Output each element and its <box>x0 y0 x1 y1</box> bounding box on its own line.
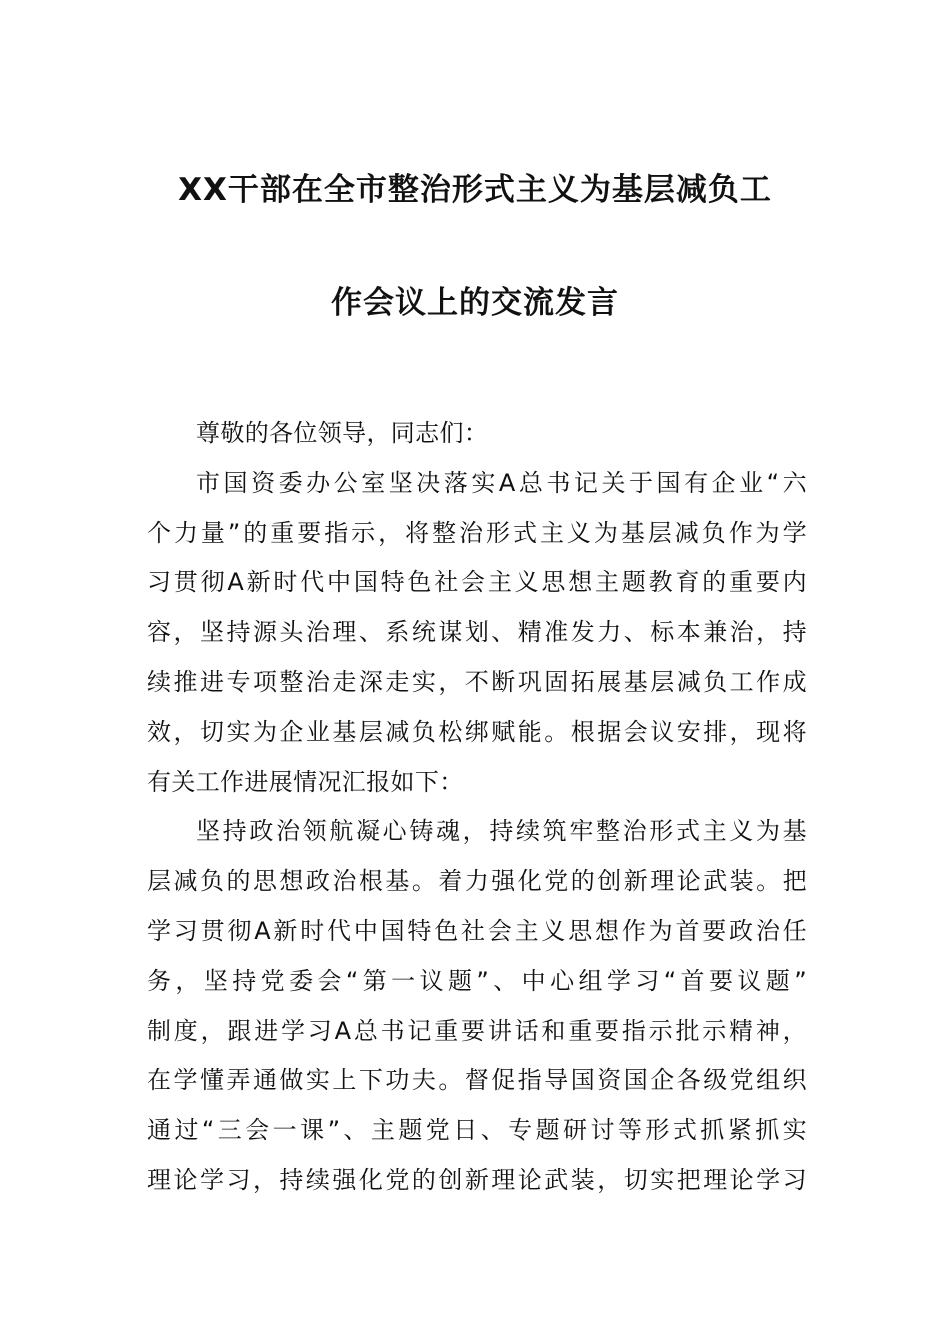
paragraph-line: 坚持政治领航凝心铸魂，持续筑牢整治形式主义为基 <box>196 817 807 846</box>
paragraph-line: 效，切实为企业基层减负松绑赋能。根据会议安排，现将 <box>147 717 807 746</box>
document-body <box>147 413 807 1210</box>
paragraph-line: 通过“三会一课”、主题党日、专题研讨等形式抓紧抓实 <box>147 1116 807 1145</box>
paragraph-line: 层减负的思想政治根基。着力强化党的创新理论武装。把 <box>147 867 807 896</box>
paragraph-line: 有关工作进展情况汇报如下： <box>147 767 464 796</box>
paragraph-line: 续推进专项整治走深走实，不断巩固拓展基层减负工作成 <box>147 667 807 696</box>
paragraph-line: 尊敬的各位领导，同志们： <box>196 419 489 447</box>
paragraph-line: 制度，跟进学习A总书记重要讲话和重要指示批示精神， <box>147 1016 807 1045</box>
paragraph-line: 学习贯彻A新时代中国特色社会主义思想作为首要政治任 <box>147 916 807 945</box>
paragraph-line: 习贯彻A新时代中国特色社会主义思想主题教育的重要内 <box>147 568 807 597</box>
document-title-line-2: 作会议上的交流发言 <box>331 285 619 321</box>
paragraph-line: 理论学习，持续强化党的创新理论武装，切实把理论学习 <box>147 1165 807 1194</box>
document-title-line-1: XX干部在全市整治形式主义为基层减负工 <box>178 172 772 208</box>
paragraph-line: 务，坚持党委会“第一议题”、中心组学习“首要议题” <box>147 966 807 995</box>
paragraph-line: 市国资委办公室坚决落实A总书记关于国有企业“六 <box>196 468 807 497</box>
paragraph-line: 在学懂弄通做实上下功夫。督促指导国资国企各级党组织 <box>147 1066 807 1095</box>
paragraph-line: 个力量”的重要指示，将整治形式主义为基层减负作为学 <box>147 518 807 547</box>
paragraph-line: 容，坚持源头治理、系统谋划、精准发力、标本兼治，持 <box>147 618 807 647</box>
